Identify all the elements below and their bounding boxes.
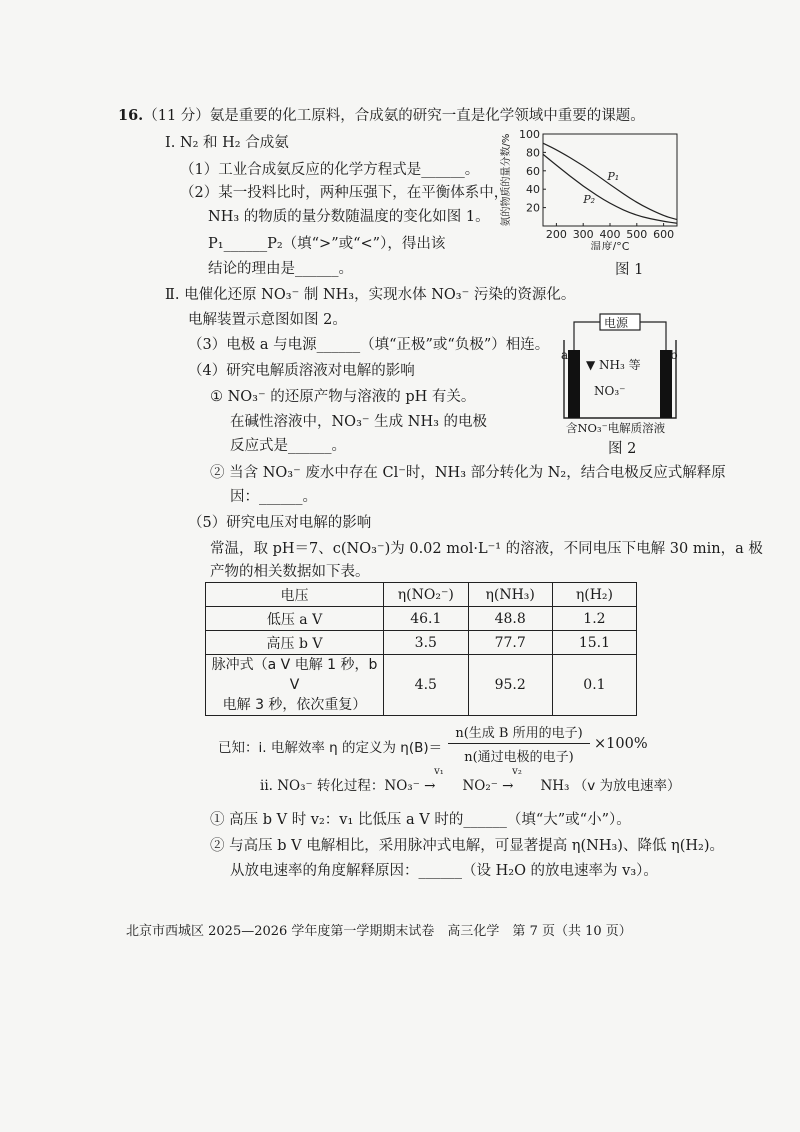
arrow-v1: v₁ → [424, 766, 444, 794]
question-points: （11 分） [143, 108, 210, 124]
solution-label: 含NO₃⁻电解质溶液 [566, 421, 666, 435]
x-tick-label: 200 [545, 228, 567, 241]
table-cell: 77.7 [468, 631, 552, 655]
part2-q4-1-line3: 反应式是______。 [230, 438, 346, 454]
part2-q4-1-line2: 在碱性溶液中，NO₃⁻ 生成 NH₃ 的电极 [230, 414, 488, 430]
y-axis-label: 氨的物质的量分数/% [501, 133, 512, 227]
part1-q1: （1）工业合成氨反应的化学方程式是______。 [180, 162, 480, 178]
part1-q2-line3: P₁______P₂（填“>”或“<”），得出该 [208, 236, 446, 252]
series-label-p2: P₂ [583, 193, 596, 206]
efficiency-fraction [448, 722, 590, 765]
nitrate-ion-label: NO₃⁻ [594, 384, 626, 398]
table-cell: 95.2 [468, 655, 552, 716]
table-cell: 48.8 [468, 607, 552, 631]
table-header: η(NH₃) [468, 583, 552, 607]
question-intro: 氨是重要的化工原料，合成氨的研究一直是化学领域中重要的课题。 [209, 108, 645, 124]
nitrite-text: NO₂⁻ [462, 778, 498, 794]
table-row [206, 607, 637, 631]
part2-q4-2-line1: ② 当含 NO₃⁻ 废水中存在 Cl⁻时，NH₃ 部分转化为 N₂，结合电极反应式解释原 [210, 465, 726, 481]
known-ii-line [260, 766, 681, 794]
pulse-mode-line1: 脉冲式（a V 电解 1 秒，b V [211, 657, 378, 693]
part2-q4-1-line1: ① NO₃⁻ 的还原产物与溶液的 pH 有关。 [210, 389, 476, 405]
table-row [206, 655, 637, 716]
q5-2-line2: 从放电速率的角度解释原因：______（设 H₂O 的放电速率为 v₃）。 [230, 863, 658, 879]
x-tick-label: 600 [653, 228, 675, 241]
known-i-label: 已知：i. 电解效率 η 的定义为 η(B)＝ [218, 740, 443, 756]
page-footer: 北京市西城区 2025—2026 学年度第一学期期末试卷 高三化学 第 7 页（共 10 页） [126, 924, 632, 939]
q5-2-line1: ② 与高压 b V 电解相比，采用脉冲式电解，可显著提高 η(NH₃)、降低 η(H₂)。 [210, 838, 725, 854]
x-tick-label: 300 [572, 228, 594, 241]
arrow-v2-label: v₂ [512, 766, 522, 777]
table-cell: 0.1 [552, 655, 636, 716]
x-axis-label: 温度/°C [590, 240, 630, 250]
electrode-a-label: a [561, 348, 569, 362]
table-cell: 4.5 [384, 655, 468, 716]
x-tick-label: 400 [599, 228, 621, 241]
figure1-chart [495, 128, 685, 250]
rate-note: （v 为放电速率） [573, 778, 681, 794]
part1-heading: Ⅰ. N₂ 和 H₂ 合成氨 [165, 135, 289, 151]
part2-device: 电解装置示意图如图 2。 [188, 312, 347, 328]
table-cell: 低压 a V [206, 607, 384, 631]
table-cell: 15.1 [552, 631, 636, 655]
part2-q5-line1: 常温，取 pH＝7、c(NO₃⁻)为 0.02 mol·L⁻¹ 的溶液，不同电压下电解 30 min，a 极 [210, 541, 763, 557]
table-header: η(H₂) [552, 583, 636, 607]
nh3-product-label: ▼ NH₃ 等 [586, 358, 641, 372]
fraction-denominator: n(通过电极的电子) [464, 750, 574, 765]
figure1-caption: 图 1 [615, 262, 644, 278]
question-number: 16. [118, 107, 144, 124]
q5-1: ① 高压 b V 时 v₂：v₁ 比低压 a V 时的______（填“大”或“小”）。 [210, 812, 631, 828]
electrolysis-data-table [205, 582, 637, 716]
table-cell [206, 655, 384, 716]
y-tick-label: 80 [526, 146, 540, 160]
table-header: 电压 [206, 583, 384, 607]
y-tick-label: 40 [526, 183, 540, 197]
table-cell: 3.5 [384, 631, 468, 655]
arrow-v1-label: v₁ [434, 766, 444, 777]
fraction-tail: ×100% [594, 736, 648, 752]
ammonia-text: NH₃ [540, 778, 570, 794]
x-tick-label: 500 [626, 228, 648, 241]
table-cell: 46.1 [384, 607, 468, 631]
table-header: η(NO₂⁻) [384, 583, 468, 607]
arrow-v2: v₂ → [502, 766, 522, 794]
electrode-b-label: b [670, 348, 678, 362]
figure2-caption: 图 2 [608, 441, 637, 457]
part2-q5-line2: 产物的相关数据如下表。 [210, 564, 370, 580]
part2-q3: （3）电极 a 与电源______（填“正极”或“负极”）相连。 [188, 337, 550, 353]
question-header [118, 106, 645, 126]
part2-heading: Ⅱ. 电催化还原 NO₃⁻ 制 NH₃，实现水体 NO₃⁻ 污染的资源化。 [165, 287, 576, 303]
series-label-p1: P₁ [607, 170, 620, 183]
part1-q2-line1: （2）某一投料比时，两种压强下，在平衡体系中， [180, 185, 509, 201]
table-header-row [206, 583, 637, 607]
fraction-numerator: n(生成 B 所用的电子) [448, 722, 590, 744]
y-tick-label: 20 [526, 201, 540, 215]
y-tick-label: 60 [526, 164, 540, 178]
power-source-label: 电源 [604, 316, 629, 330]
part1-q2-line4: 结论的理由是______。 [208, 261, 353, 277]
table-row [206, 631, 637, 655]
part1-q2-line2: NH₃ 的物质的量分数随温度的变化如图 1。 [208, 209, 490, 225]
part2-q4-2-line2: 因：______。 [230, 489, 317, 505]
table-cell: 高压 b V [206, 631, 384, 655]
table-cell: 1.2 [552, 607, 636, 631]
part2-q4: （4）研究电解质溶液对电解的影响 [188, 363, 415, 379]
part2-q5: （5）研究电压对电解的影响 [188, 515, 372, 531]
known-ii-label: ii. NO₃⁻ 转化过程：NO₃⁻ [260, 778, 420, 794]
figure2-apparatus [560, 310, 680, 440]
pulse-mode-line2: 电解 3 秒，依次重复） [222, 697, 367, 713]
y-tick-label: 100 [519, 128, 540, 141]
